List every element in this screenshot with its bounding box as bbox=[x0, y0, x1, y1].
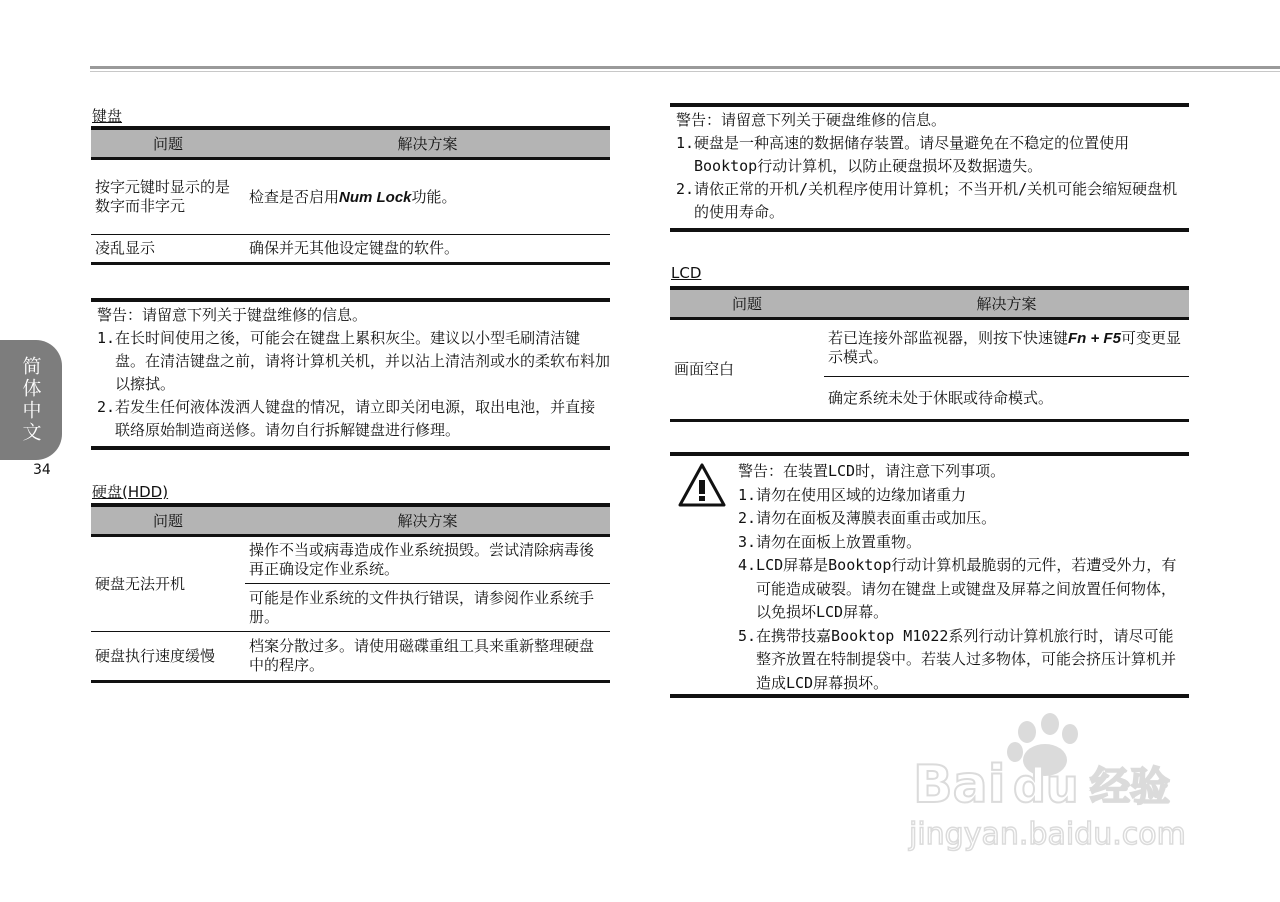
col-header-problem: 问题 bbox=[670, 288, 824, 319]
solution-cell: 档案分散过多。请使用磁碟重组工具来重新整理硬盘中的程序。 bbox=[245, 632, 610, 682]
keyboard-table bbox=[91, 126, 610, 265]
solution-cell: 确定系统未处于休眠或待命模式。 bbox=[824, 377, 1189, 421]
table-row bbox=[91, 159, 610, 235]
watermark-url: jingyan.baidu.com bbox=[909, 817, 1186, 852]
hdd-warning-box bbox=[670, 103, 1189, 232]
hdd-section-title: 硬盘(HDD) bbox=[92, 483, 169, 501]
lcd-warning-item: 4.LCD屏幕是Booktop行动计算机最脆弱的元件，若遭受外力，有可能造成破裂。请勿在键盘上或键盘及屏幕之间放置任何物体，以免损坏LCD屏幕。 bbox=[738, 556, 1177, 621]
table-row bbox=[670, 319, 1189, 377]
hdd-warning-item: 1.硬盘是一种高速的数据储存装置。请尽量避免在不稳定的位置使用Booktop行动计算机，以防止硬盘损坏及数据遗失。 bbox=[676, 134, 1130, 175]
keyboard-warning-box bbox=[91, 298, 610, 450]
table-row bbox=[91, 632, 610, 682]
solution-cell: 可能是作业系统的文件执行错误，请参阅作业系统手册。 bbox=[245, 584, 610, 632]
col-header-solution: 解决方案 bbox=[245, 505, 610, 536]
fn-f5-key: Fn + F5 bbox=[1068, 330, 1121, 347]
page-number: 34 bbox=[33, 462, 51, 478]
table-row bbox=[91, 536, 610, 584]
problem-cell: 硬盘执行速度缓慢 bbox=[91, 632, 245, 682]
baidu-watermark bbox=[905, 712, 1205, 862]
keyboard-warning-head: 警告：请留意下列关于键盘维修的信息。 bbox=[97, 306, 368, 324]
hdd-warning-item: 2.请依正常的开机/关机程序使用计算机；不当开机/关机可能会缩短硬盘机的使用寿命。 bbox=[676, 180, 1178, 221]
keyboard-warning-item: 1.在长时间使用之後，可能会在键盘上累积灰尘。建议以小型毛刷清洁键盘。在清洁键盘之前，请将计算机关机，并以沾上清洁剂或水的柔软布料加以擦拭。 bbox=[97, 329, 611, 393]
watermark-brand: Bai bbox=[913, 755, 1006, 815]
solution-cell: 操作不当或病毒造成作业系统损毁。尝试清除病毒後再正确设定作业系统。 bbox=[245, 536, 610, 584]
solution-cell: 若已连接外部监视器，则按下快速键Fn + F5可变更显示模式。 bbox=[824, 319, 1189, 377]
lcd-warning-item: 1.请勿在使用区域的边缘加诸重力 bbox=[738, 485, 967, 504]
language-side-tab bbox=[0, 340, 62, 460]
top-rule bbox=[90, 66, 1280, 69]
warning-triangle-icon bbox=[677, 462, 727, 508]
col-header-solution: 解决方案 bbox=[245, 128, 610, 159]
keyboard-warning-item: 2.若发生任何液体泼洒人键盘的情况，请立即关闭电源，取出电池，并直接联络原始制造商送修。请勿自行拆解键盘进行修理。 bbox=[97, 398, 596, 439]
problem-cell: 按字元键时显示的是数字而非字元 bbox=[91, 159, 245, 235]
lcd-warning-item: 3.请勿在面板上放置重物。 bbox=[738, 532, 922, 551]
language-label: 简体中文 bbox=[19, 356, 42, 444]
hdd-table bbox=[91, 503, 610, 683]
watermark-suffix: 经验 bbox=[1090, 764, 1170, 810]
watermark-brand-du: du bbox=[1013, 759, 1079, 813]
hdd-warning-head: 警告：请留意下列关于硬盘维修的信息。 bbox=[676, 111, 947, 129]
lcd-table bbox=[670, 286, 1189, 422]
lcd-warning-item: 2.请勿在面板及薄膜表面重击或加压。 bbox=[738, 509, 997, 527]
num-lock-key: Num Lock bbox=[339, 188, 412, 206]
col-header-problem: 问题 bbox=[91, 505, 245, 536]
lcd-section-title: LCD bbox=[671, 264, 702, 282]
col-header-solution: 解决方案 bbox=[824, 288, 1189, 319]
lcd-warning-text bbox=[738, 460, 1188, 695]
lcd-warning-head: 警告：在装置LCD时，请注意下列事项。 bbox=[738, 462, 1006, 480]
problem-cell: 硬盘无法开机 bbox=[91, 536, 245, 632]
problem-cell: 凌乱显示 bbox=[91, 235, 245, 264]
solution-cell: 检查是否启用Num Lock功能。 bbox=[245, 159, 610, 235]
lcd-warning-item: 5.在携带技嘉Booktop M1022系列行动计算机旅行时，请尽可能整齐放置在特制提袋中。若装人过多物体，可能会挤压计算机并造成LCD屏幕损坏。 bbox=[738, 626, 1177, 692]
col-header-problem: 问题 bbox=[91, 128, 245, 159]
table-row bbox=[91, 235, 610, 264]
solution-cell: 确保并无其他设定键盘的软件。 bbox=[245, 235, 610, 264]
top-rule-thin bbox=[90, 71, 1280, 72]
problem-cell: 画面空白 bbox=[670, 319, 824, 421]
keyboard-section-title: 键盘 bbox=[92, 107, 123, 125]
